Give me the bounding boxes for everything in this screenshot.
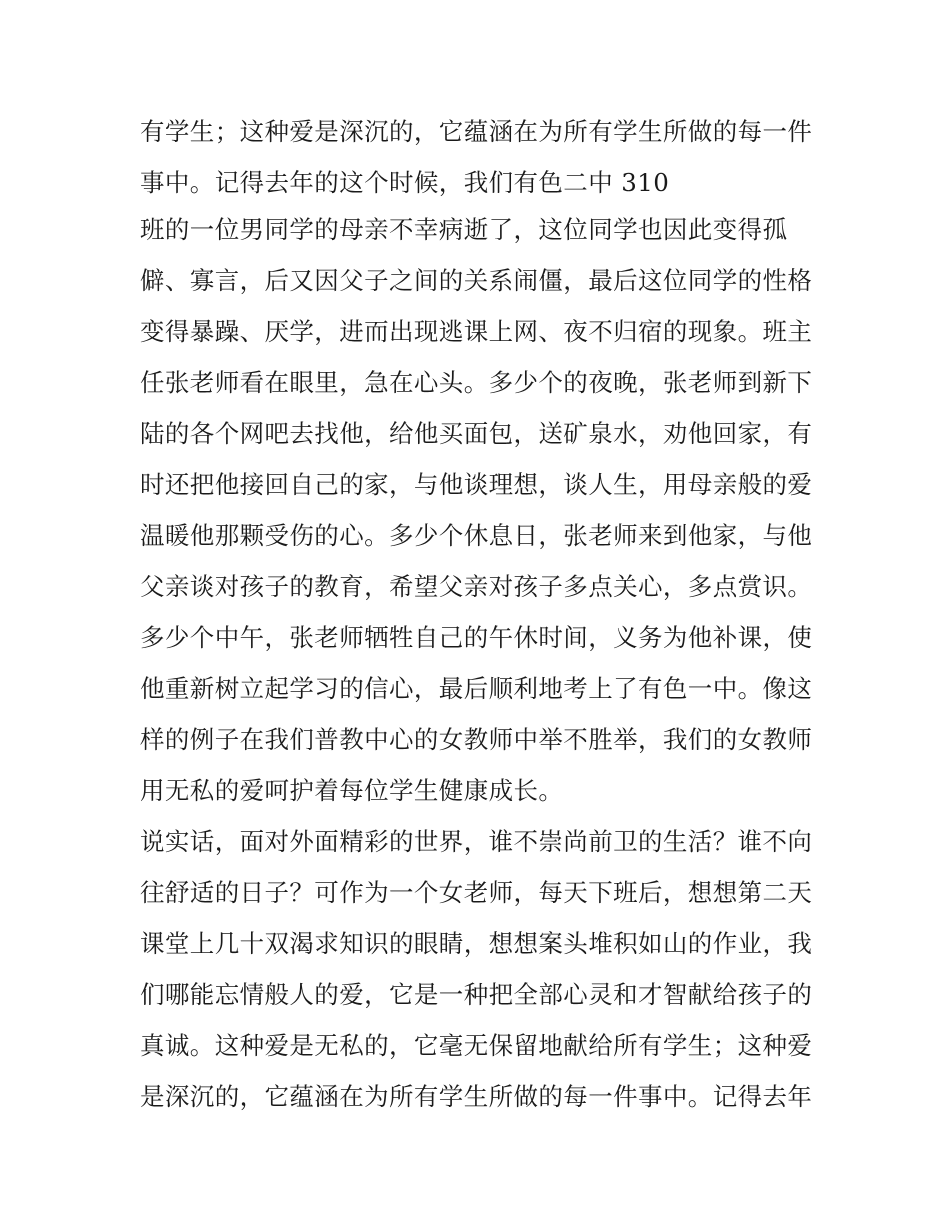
text-line: 变得暴躁、厌学，进而出现逃课上网、夜不归宿的现象。班主	[140, 317, 813, 346]
text-line: 僻、寡言，后又因父子之间的关系闹僵，最后这位同学的性格	[140, 266, 813, 295]
text-line: 事中。记得去年的这个时候，我们有色二中 310	[140, 168, 670, 197]
text-line: 课堂上几十双渴求知识的眼睛，想想案头堆积如山的作业，我	[140, 929, 813, 958]
text-line: 他重新树立起学习的信心，最后顺利地考上了有色一中。像这	[140, 674, 813, 703]
text-line: 陆的各个网吧去找他，给他买面包，送矿泉水，劝他回家，有	[140, 419, 813, 448]
text-line: 有学生；这种爱是深沉的，它蕴涵在为所有学生所做的每一件	[140, 117, 813, 146]
text-line: 说实话，面对外面精彩的世界，谁不崇尚前卫的生活？谁不向	[140, 827, 813, 856]
text-line: 样的例子在我们普教中心的女教师中举不胜举，我们的女教师	[140, 725, 813, 754]
text-line: 任张老师看在眼里，急在心头。多少个的夜晚，张老师到新下	[140, 368, 813, 397]
text-line: 真诚。这种爱是无私的，它毫无保留地献给所有学生；这种爱	[140, 1031, 813, 1060]
text-line: 用无私的爱呵护着每位学生健康成长。	[140, 776, 564, 805]
text-line: 温暖他那颗受伤的心。多少个休息日，张老师来到他家，与他	[140, 521, 813, 550]
text-line: 往舒适的日子？可作为一个女老师，每天下班后，想想第二天	[140, 878, 813, 907]
text-line: 时还把他接回自己的家，与他谈理想，谈人生，用母亲般的爱	[140, 470, 813, 499]
text-line: 是深沉的，它蕴涵在为所有学生所做的每一件事中。记得去年	[140, 1082, 813, 1111]
text-line: 父亲谈对孩子的教育，希望父亲对孩子多点关心，多点赏识。	[140, 572, 813, 601]
text-line: 班的一位男同学的母亲不幸病逝了，这位同学也因此变得孤	[140, 215, 788, 244]
text-line: 们哪能忘情般人的爱，它是一种把全部心灵和才智献给孩子的	[140, 980, 813, 1009]
body-text	[140, 106, 820, 1122]
text-line: 多少个中午，张老师牺牲自己的午休时间，义务为他补课，使	[140, 623, 813, 652]
